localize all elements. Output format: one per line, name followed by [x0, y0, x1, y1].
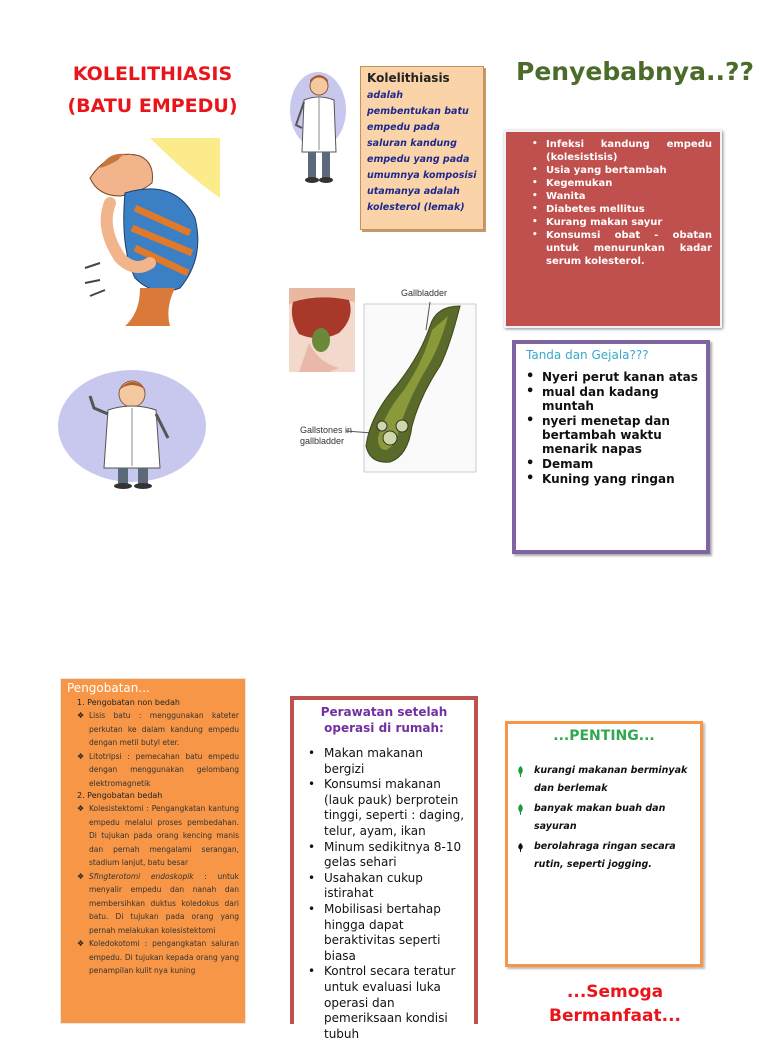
gallbladder-diagram	[300, 286, 480, 476]
cause-item: • Infeksi kandung empedu (kolesistisis)	[516, 138, 712, 164]
symptom-item: • Demam	[522, 457, 700, 471]
symptom-item: • mual dan kadang muntah	[522, 385, 700, 413]
treatment-item-text: : pengangkatan saluran empedu. Di tujukan kepada orang yang penampilan kulit nya kuning	[89, 939, 239, 975]
treatment-item-text: : pemecahan batu empedu dengan menggunakan gelombang elektromagnetik	[89, 751, 239, 788]
treatment-item-name: Kolesistektomi	[89, 804, 144, 813]
treatment-item	[67, 709, 239, 750]
diamond-bullet-icon: ❖	[77, 939, 85, 948]
closing-message	[500, 980, 730, 1028]
important-item	[514, 762, 694, 798]
definition-heading: Kolelithiasis	[367, 71, 450, 85]
title-line-2: (BATU EMPEDU)	[67, 95, 238, 117]
symptoms-box	[512, 340, 710, 554]
definition-box	[360, 66, 484, 230]
care-item: • Minum sedikitnya 8-10 gelas sehari	[302, 840, 466, 871]
important-box	[505, 721, 703, 967]
treatment-item-name: Koledokotomi	[89, 939, 140, 948]
treatment-heading: Pengobatan...	[67, 681, 150, 695]
leaf-bullet-icon	[516, 766, 525, 777]
symptom-item: • Nyeri perut kanan atas	[522, 370, 700, 384]
cause-item: • Wanita	[516, 190, 712, 203]
symptom-item: • Kuning yang ringan	[522, 472, 700, 486]
treatment-category: 1. Pengobatan non bedah	[77, 698, 180, 707]
important-item-text: banyak makan buah dan sayuran	[534, 803, 666, 832]
gallbladder-label: Gallbladder	[401, 288, 448, 298]
causes-heading: Penyebabnya..??	[516, 57, 754, 86]
treatment-item	[67, 802, 239, 870]
treatment-category: 2. Pengobatan bedah	[77, 791, 163, 800]
page-title	[40, 58, 265, 122]
symptom-item: • nyeri menetap dan bertambah waktu menarik napas	[522, 414, 700, 456]
care-item: • Usahakan cukup istirahat	[302, 871, 466, 902]
care-item: • Konsumsi makanan (lauk pauk) berprotein tinggi, seperti : daging, telur, ayam, ikan	[302, 777, 466, 839]
gallstones-label: Gallstones in gallbladder	[300, 425, 353, 446]
treatment-item-text: : Pengangkatan kantung empedu melalui proses pembedahan. Di tujukan pada orang kencing manis dan pernah mengalami serangan, stadium lanjut, batu besar	[89, 804, 239, 867]
definition-text: adalah pembentukan batu empedu pada saluran kandung empedu yang pada umumnya komposisi utamanya adalah kolesterol (lemak)	[367, 90, 477, 213]
cause-item: • Diabetes mellitus	[516, 203, 712, 216]
closing-line-2: Bermanfaat...	[549, 1006, 681, 1026]
sick-man-illustration	[80, 138, 220, 328]
post-op-care-box	[290, 696, 478, 1041]
treatment-item-name: Lisis batu	[89, 711, 131, 720]
cause-item: • Usia yang bertambah	[516, 164, 712, 177]
care-heading: Perawatan setelah operasi di rumah:	[320, 705, 448, 735]
causes-box	[504, 130, 722, 328]
treatment-item	[67, 750, 239, 791]
title-line-1: KOLELITHIASIS	[72, 63, 233, 85]
closing-line-1: ...Semoga	[566, 982, 664, 1002]
cause-item: • Kegemukan	[516, 177, 712, 190]
doctor-illustration-left	[56, 368, 210, 492]
treatment-item-name: Litotripsi	[89, 751, 122, 761]
diamond-bullet-icon: ❖	[77, 804, 85, 813]
cause-item: • Konsumsi obat - obatan untuk menurunkan kadar serum kolesterol.	[516, 229, 712, 268]
treatment-box	[60, 678, 246, 1024]
treatment-item-text: : untuk menyalir empedu dan nanah dan membersihkan duktus koledokus dari batu. Di tujukan pada orang yang pernah melakukan kolesistektomi	[89, 871, 239, 935]
care-item: • Makan makanan bergizi	[302, 746, 466, 777]
cause-item: • Kurang makan sayur	[516, 216, 712, 229]
treatment-item-name: Sfingterotomi endoskopik	[89, 871, 194, 881]
doctor-illustration-top	[288, 70, 350, 190]
treatment-item	[67, 937, 239, 978]
important-heading: ...PENTING...	[553, 728, 655, 744]
symptoms-heading: Tanda dan Gejala???	[526, 348, 649, 362]
diamond-bullet-icon: ❖	[77, 871, 85, 881]
care-item: • Kontrol secara teratur untuk evaluasi luka operasi dan pemeriksaan kondisi tubuh	[302, 964, 466, 1042]
important-item-text: berolahraga ringan secara rutin, seperti jogging.	[534, 841, 676, 870]
diamond-bullet-icon: ❖	[77, 751, 85, 761]
diamond-bullet-icon: ❖	[77, 711, 85, 720]
important-item	[514, 838, 694, 874]
treatment-item-text: : menggunakan kateter perkutan ke dalam kandung empedu dengan metil butyl eter.	[89, 711, 239, 747]
leaf-bullet-icon	[516, 804, 525, 815]
treatment-item	[67, 870, 239, 938]
care-item: • Mobilisasi bertahap hingga dapat beraktivitas seperti biasa	[302, 902, 466, 964]
spade-bullet-icon	[516, 842, 525, 853]
important-item	[514, 800, 694, 836]
important-item-text: kurangi makanan berminyak dan berlemak	[534, 765, 688, 794]
